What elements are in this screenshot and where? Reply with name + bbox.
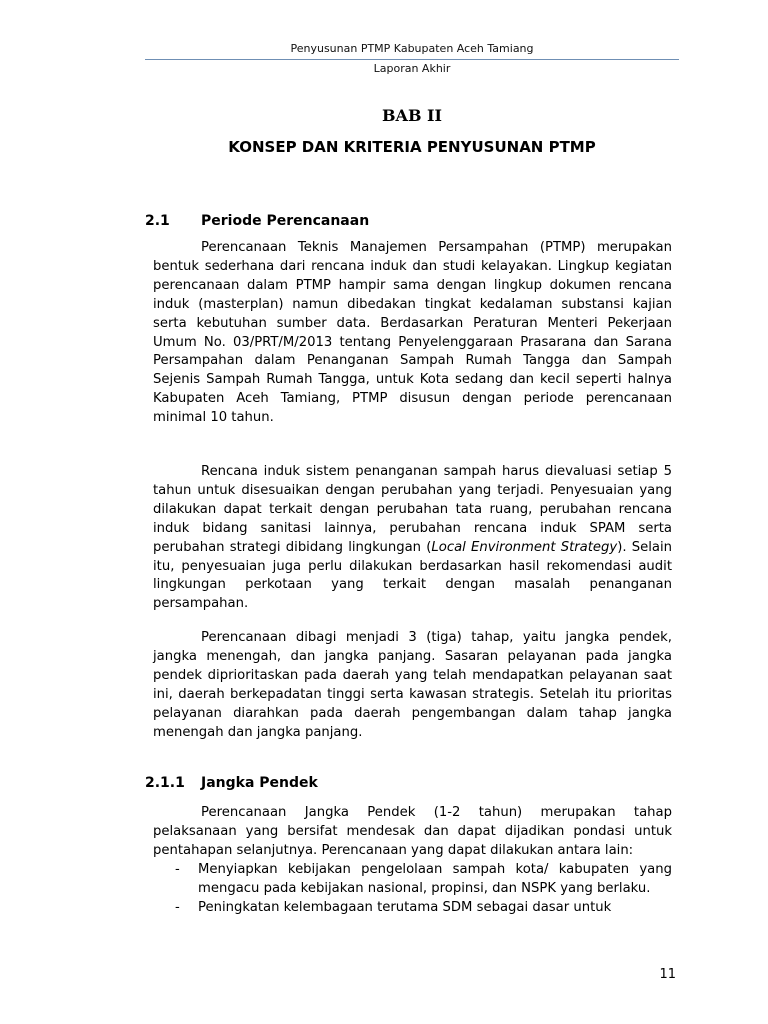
paragraph-ptmp-definition: Perencanaan Teknis Manajemen Persampahan (PTMP) merupakan bentuk sederhana dari rencana induk dan studi kelayakan. Lingkup kegiatan perencanaan dalam PTMP hampir sama dengan lingkup dokumen rencana induk (masterplan) namun dibedakan tingkat kedalaman substansi kajian serta kebutuhan sumber data. Berdasarkan Peraturan Menteri Pekerjaan Umum No. 03/PRT/M/2013 tentang Penyelenggaraan Prasarana dan Sarana Persampahan dalam Penanganan Sampah Rumah Tangga dan Sampah Sejenis Sampah Rumah Tangga, untuk Kota sedang dan kecil seperti halnya Kabupaten Aceh Tamiang, PTMP disusun dengan periode perencanaan minimal 10 tahun. xyxy=(153,240,672,426)
running-header-subtitle: Laporan Akhir xyxy=(373,62,451,75)
list-item-text: Menyiapkan kebijakan pengelolaan sampah kota/ kabupaten yang mengacu pada kebijakan nasional, propinsi, dan NSPK yang berlaku. xyxy=(198,862,672,896)
paragraph-planning-stages: Perencanaan dibagi menjadi 3 (tiga) tahap, yaitu jangka pendek, jangka menengah, dan jangka panjang. Sasaran pelayanan pada jangka pendek diprioritaskan pada daerah yang telah mendapatkan pelayanan saat ini, daerah berkepadatan tinggi serta kawasan strategis. Setelah itu prioritas pelayanan diarahkan pada daerah pengembangan dalam tahap jangka menengah dan jangka panjang. xyxy=(153,630,672,740)
list-item xyxy=(153,899,672,918)
chapter-title: KONSEP DAN KRITERIA PENYUSUNAN PTMP xyxy=(228,138,596,156)
paragraph-evaluation xyxy=(153,463,672,614)
list-dash: - xyxy=(175,899,180,915)
section-number: 2.1.1 xyxy=(145,775,185,791)
section-title: Jangka Pendek xyxy=(201,775,318,791)
list-item-text: Peningkatan kelembagaan terutama SDM sebagai dasar untuk xyxy=(198,899,612,915)
section-heading-2-1 xyxy=(145,212,369,230)
short-term-list xyxy=(153,861,672,918)
list-item xyxy=(153,861,672,899)
paragraph-text: Rencana induk sistem penanganan sampah harus dievaluasi setiap 5 tahun untuk disesuaikan dengan perubahan yang terjadi. Penyesuaian yang dilakukan dapat terkait dengan perubahan tata ruang, perubahan rencana induk bidang sanitasi lainnya, perubahan rencana induk SPAM serta perubahan strategi dibidang lingkungan ( xyxy=(153,464,672,555)
header-divider xyxy=(145,59,679,60)
italic-term: Local Environment Strategy xyxy=(431,539,618,555)
section-heading-2-1-1 xyxy=(145,774,318,792)
chapter-number: BAB II xyxy=(382,106,442,125)
running-header-title: Penyusunan PTMP Kabupaten Aceh Tamiang xyxy=(290,42,534,55)
paragraph-text: ). Selain itu, penyesuaian juga perlu dilakukan berdasarkan hasil rekomendasi audit lingkungan perkotaan yang terkait dengan masalah penanganan persampahan. xyxy=(153,539,673,612)
section-title: Periode Perencanaan xyxy=(201,213,370,229)
paragraph-short-term: Perencanaan Jangka Pendek (1-2 tahun) merupakan tahap pelaksanaan yang bersifat mendesak dan dapat dijadikan pondasi untuk pentahapan selanjutnya. Perencanaan yang dapat dilakukan antara lain: xyxy=(153,805,672,858)
page-number: 11 xyxy=(659,967,676,982)
section-number: 2.1 xyxy=(145,213,170,229)
list-dash: - xyxy=(175,862,180,877)
